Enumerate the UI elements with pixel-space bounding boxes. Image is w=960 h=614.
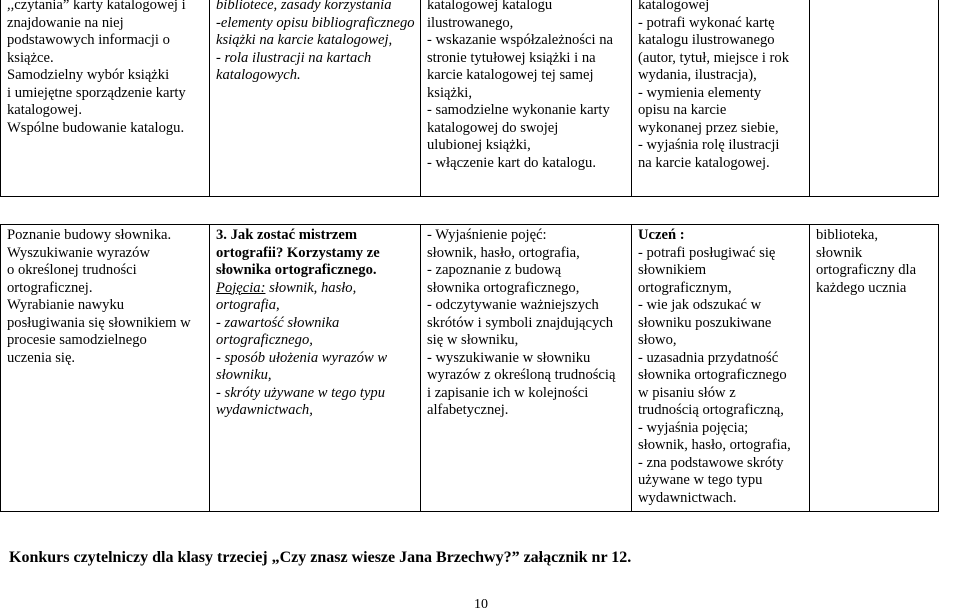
lesson-plan-table-bottom xyxy=(0,224,939,512)
student-heading: Uczeń : xyxy=(638,227,685,243)
outcomes-cell: Uczeń : - potrafi posługiwać się słownikiem ortograficznym, - wie jak odszukać w słowniku poszukiwane słowo, - uzasadnia przydatność słownika ortograficznego w pisaniu słów z trudnością ortograficzną, - wyjaśnia pojęcia; słownik, hasło, ortografia, - zna podstawowe skróty używane w tego typu wydawnictwach. xyxy=(632,225,810,512)
table-row xyxy=(1,225,939,512)
topic-cell: bibliotece, zasady korzystania -elementy opisu bibliograficznego książki na karcie katalogowej, - rola ilustracji na kartach katalogowych. xyxy=(210,0,421,197)
topic-title: słownika ortograficznego. xyxy=(216,262,377,278)
materials-cell xyxy=(810,0,939,197)
goals-cell: ,,czytania” karty katalogowej i znajdowanie na niej podstawowych informacji o książce. Samodzielny wybór książki i umiejętne sporządzenie karty katalogowej. Wspólne budowanie katalogu. xyxy=(1,0,210,197)
concepts-label: Pojęcia: xyxy=(216,279,266,296)
table-row xyxy=(1,0,939,197)
topic-title: 3. Jak zostać mistrzem xyxy=(216,227,358,243)
lesson-plan-table-top xyxy=(0,0,939,197)
topic-cell: 3. Jak zostać mistrzem ortografii? Korzystamy ze słownika ortograficznego. Pojęcia: słownik, hasło, ortografia, - zawartość słownika ortograficznego, - sposób ułożenia wyrazów w słowniku, - skróty używane w tego typu wydawnictwach, xyxy=(210,225,421,512)
topic-title: ortografii? Korzystamy ze xyxy=(216,244,380,261)
procedures-cell: - Wyjaśnienie pojęć: słownik, hasło, ortografia, - zapoznanie z budową słownika ortograficznego, - odczytywanie ważniejszych skrótów i symboli znajdujących się w słowniku, - wyszukiwanie w słowniku wyrazów z określoną trudnością i zapisanie ich w kolejności alfabetycznej. xyxy=(421,225,632,512)
procedures-cell: katalogowej katalogu ilustrowanego, - wskazanie współzależności na stronie tytułowej książki i na karcie katalogowej tej samej książki, - samodzielne wykonanie karty katalogowej do swojej ulubionej książki, - włączenie kart do katalogu. xyxy=(421,0,632,197)
goals-cell: Poznanie budowy słownika. Wyszukiwanie wyrazów o określonej trudności ortograficznej. Wyrabianie nawyku posługiwania się słownikiem w procesie samodzielnego uczenia się. xyxy=(1,225,210,512)
page-number: 10 xyxy=(474,597,488,612)
materials-cell: biblioteka, słownik ortograficzny dla każdego ucznia xyxy=(810,225,939,512)
footer-note: Konkurs czytelniczy dla klasy trzeciej „Czy znasz wiesze Jana Brzechwy?” załącznik nr 12. xyxy=(9,549,632,566)
outcomes-cell: katalogowej - potrafi wykonać kartę katalogu ilustrowanego (autor, tytuł, miejsce i rok wydania, ilustracja), - wymienia elementy opisu na karcie wykonanej przez siebie, - wyjaśnia rolę ilustracji na karcie katalogowej. xyxy=(632,0,810,197)
